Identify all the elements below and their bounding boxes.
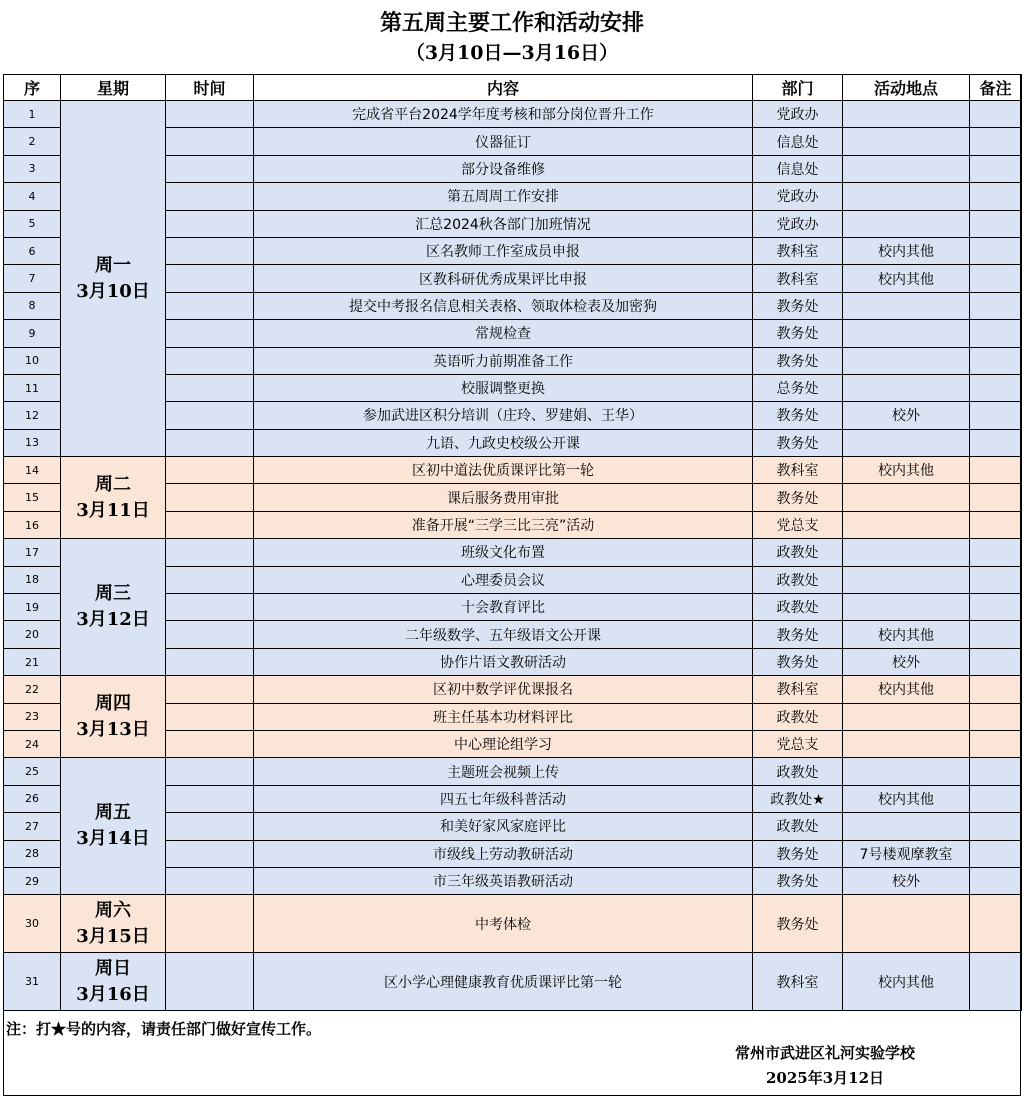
table-row <box>4 539 1022 566</box>
cell-place: 校外 <box>843 648 970 675</box>
cell-content: 汇总2024秋各部门加班情况 <box>254 210 753 237</box>
header-weekday: 星期 <box>61 75 166 101</box>
cell-remark <box>970 237 1022 264</box>
cell-content: 校服调整更换 <box>254 374 753 401</box>
cell-remark <box>970 566 1022 593</box>
header-seq: 序 <box>4 75 61 101</box>
cell-time <box>166 320 254 347</box>
header-remark: 备注 <box>970 75 1022 101</box>
cell-content: 区小学心理健康教育优质课评比第一轮 <box>254 953 753 1011</box>
cell-time <box>166 265 254 292</box>
schedule-body <box>4 101 1022 1011</box>
cell-seq: 20 <box>4 621 61 648</box>
header-time: 时间 <box>166 75 254 101</box>
cell-remark <box>970 758 1022 785</box>
cell-time <box>166 539 254 566</box>
school-name: 常州市武进区礼河实验学校 <box>734 1044 915 1062</box>
cell-time <box>166 703 254 730</box>
cell-content: 参加武进区积分培训（庄玲、罗建娟、王华） <box>254 402 753 429</box>
cell-content: 区教科研优秀成果评比申报 <box>254 265 753 292</box>
cell-seq: 26 <box>4 785 61 812</box>
cell-weekday <box>61 676 166 758</box>
weekday-date: 3月12日 <box>76 609 150 631</box>
cell-seq: 13 <box>4 429 61 456</box>
cell-remark <box>970 155 1022 182</box>
cell-seq: 10 <box>4 347 61 374</box>
cell-remark <box>970 128 1022 155</box>
cell-seq: 17 <box>4 539 61 566</box>
cell-remark <box>970 374 1022 401</box>
cell-remark <box>970 648 1022 675</box>
cell-place <box>843 730 970 757</box>
weekday-label: 周五 <box>95 802 131 824</box>
cell-dept: 教务处 <box>753 402 843 429</box>
cell-seq: 24 <box>4 730 61 757</box>
cell-dept: 政教处 <box>753 566 843 593</box>
cell-seq: 29 <box>4 867 61 894</box>
cell-seq: 8 <box>4 292 61 319</box>
footnote: 注：打★号的内容，请责任部门做好宣传工作。 <box>6 1020 322 1038</box>
cell-content: 十会教育评比 <box>254 594 753 621</box>
cell-weekday <box>61 101 166 457</box>
cell-place <box>843 813 970 840</box>
cell-seq: 9 <box>4 320 61 347</box>
cell-content: 四五七年级科普活动 <box>254 785 753 812</box>
cell-remark <box>970 703 1022 730</box>
cell-place <box>843 347 970 374</box>
weekday-label: 周六 <box>95 899 131 921</box>
issue-date: 2025年3月12日 <box>765 1069 885 1087</box>
cell-content: 协作片语文教研活动 <box>254 648 753 675</box>
cell-remark <box>970 402 1022 429</box>
cell-place <box>843 320 970 347</box>
cell-remark <box>970 895 1022 953</box>
cell-place: 校内其他 <box>843 676 970 703</box>
cell-place <box>843 758 970 785</box>
cell-content: 市三年级英语教研活动 <box>254 867 753 894</box>
cell-remark <box>970 484 1022 511</box>
cell-dept: 教务处 <box>753 840 843 867</box>
cell-dept: 教务处 <box>753 429 843 456</box>
cell-seq: 30 <box>4 895 61 953</box>
cell-remark <box>970 840 1022 867</box>
cell-remark <box>970 457 1022 484</box>
cell-place <box>843 539 970 566</box>
cell-time <box>166 155 254 182</box>
cell-content: 班级文化布置 <box>254 539 753 566</box>
cell-content: 英语听力前期准备工作 <box>254 347 753 374</box>
cell-dept: 教务处 <box>753 895 843 953</box>
cell-remark <box>970 730 1022 757</box>
weekday-label: 周四 <box>95 692 131 714</box>
cell-time <box>166 429 254 456</box>
cell-content: 中考体检 <box>254 895 753 953</box>
cell-place <box>843 155 970 182</box>
cell-content: 仪器征订 <box>254 128 753 155</box>
cell-remark <box>970 347 1022 374</box>
cell-place: 校内其他 <box>843 785 970 812</box>
cell-time <box>166 758 254 785</box>
header-content: 内容 <box>254 75 753 101</box>
cell-seq: 1 <box>4 101 61 128</box>
cell-dept: 教务处 <box>753 347 843 374</box>
cell-place: 校外 <box>843 867 970 894</box>
cell-time <box>166 402 254 429</box>
cell-place <box>843 101 970 128</box>
weekday-date: 3月16日 <box>76 983 150 1005</box>
cell-remark <box>970 292 1022 319</box>
cell-seq: 12 <box>4 402 61 429</box>
cell-dept: 党政办 <box>753 101 843 128</box>
weekday-label: 周三 <box>95 583 131 605</box>
cell-time <box>166 128 254 155</box>
cell-dept: 党政办 <box>753 183 843 210</box>
schedule-table <box>3 74 1022 1011</box>
cell-remark <box>970 511 1022 538</box>
cell-place <box>843 895 970 953</box>
cell-weekday <box>61 457 166 539</box>
cell-place <box>843 566 970 593</box>
table-row <box>4 676 1022 703</box>
cell-remark <box>970 183 1022 210</box>
cell-time <box>166 101 254 128</box>
cell-dept: 教科室 <box>753 953 843 1011</box>
cell-weekday <box>61 539 166 676</box>
cell-time <box>166 210 254 237</box>
cell-time <box>166 648 254 675</box>
cell-seq: 22 <box>4 676 61 703</box>
cell-remark <box>970 676 1022 703</box>
cell-place <box>843 703 970 730</box>
cell-content: 中心理论组学习 <box>254 730 753 757</box>
cell-remark <box>970 594 1022 621</box>
cell-seq: 6 <box>4 237 61 264</box>
cell-dept: 教科室 <box>753 676 843 703</box>
weekday-label: 周日 <box>95 957 131 979</box>
cell-dept: 教务处 <box>753 292 843 319</box>
cell-dept: 党总支 <box>753 730 843 757</box>
cell-seq: 15 <box>4 484 61 511</box>
cell-dept: 教科室 <box>753 457 843 484</box>
cell-place: 校外 <box>843 402 970 429</box>
cell-dept: 政教处 <box>753 703 843 730</box>
cell-place <box>843 429 970 456</box>
cell-time <box>166 676 254 703</box>
cell-dept: 党总支 <box>753 511 843 538</box>
cell-remark <box>970 429 1022 456</box>
weekday-date: 3月10日 <box>76 280 150 302</box>
cell-seq: 19 <box>4 594 61 621</box>
cell-time <box>166 953 254 1011</box>
cell-seq: 21 <box>4 648 61 675</box>
cell-time <box>166 594 254 621</box>
cell-remark <box>970 539 1022 566</box>
cell-place <box>843 183 970 210</box>
cell-seq: 4 <box>4 183 61 210</box>
table-row <box>4 101 1022 128</box>
cell-place: 校内其他 <box>843 457 970 484</box>
cell-remark <box>970 320 1022 347</box>
cell-time <box>166 511 254 538</box>
weekday-date: 3月13日 <box>76 718 150 740</box>
cell-time <box>166 292 254 319</box>
cell-dept: 教务处 <box>753 648 843 675</box>
cell-seq: 18 <box>4 566 61 593</box>
cell-dept: 党政办 <box>753 210 843 237</box>
cell-dept: 教务处 <box>753 621 843 648</box>
cell-time <box>166 867 254 894</box>
cell-content: 区名教师工作室成员申报 <box>254 237 753 264</box>
cell-seq: 16 <box>4 511 61 538</box>
cell-place: 校内其他 <box>843 237 970 264</box>
cell-dept: 教务处 <box>753 484 843 511</box>
cell-remark <box>970 813 1022 840</box>
cell-content: 心理委员会议 <box>254 566 753 593</box>
cell-content: 区初中道法优质课评比第一轮 <box>254 457 753 484</box>
cell-remark <box>970 953 1022 1011</box>
page-subtitle: （3月10日—3月16日） <box>405 42 619 64</box>
cell-weekday <box>61 953 166 1011</box>
cell-content: 九语、九政史校级公开课 <box>254 429 753 456</box>
cell-content: 常规检查 <box>254 320 753 347</box>
cell-content: 课后服务费用审批 <box>254 484 753 511</box>
cell-time <box>166 621 254 648</box>
cell-seq: 27 <box>4 813 61 840</box>
cell-remark <box>970 265 1022 292</box>
cell-dept: 政教处★ <box>753 785 843 812</box>
cell-place: 校内其他 <box>843 953 970 1011</box>
cell-content: 完成省平台2024学年度考核和部分岗位晋升工作 <box>254 101 753 128</box>
cell-place <box>843 374 970 401</box>
cell-time <box>166 457 254 484</box>
cell-dept: 教科室 <box>753 265 843 292</box>
cell-dept: 信息处 <box>753 155 843 182</box>
header-row <box>4 75 1022 101</box>
cell-dept: 政教处 <box>753 758 843 785</box>
cell-time <box>166 183 254 210</box>
cell-time <box>166 730 254 757</box>
cell-place <box>843 594 970 621</box>
cell-seq: 23 <box>4 703 61 730</box>
cell-seq: 5 <box>4 210 61 237</box>
cell-content: 部分设备维修 <box>254 155 753 182</box>
header-dept: 部门 <box>753 75 843 101</box>
cell-place <box>843 484 970 511</box>
cell-place <box>843 292 970 319</box>
cell-time <box>166 895 254 953</box>
table-row <box>4 953 1022 1011</box>
cell-dept: 政教处 <box>753 539 843 566</box>
cell-seq: 31 <box>4 953 61 1011</box>
cell-content: 班主任基本功材料评比 <box>254 703 753 730</box>
cell-seq: 28 <box>4 840 61 867</box>
cell-place: 校内其他 <box>843 621 970 648</box>
cell-time <box>166 840 254 867</box>
cell-place <box>843 210 970 237</box>
cell-weekday <box>61 758 166 895</box>
cell-seq: 11 <box>4 374 61 401</box>
cell-place: 7号楼观摩教室 <box>843 840 970 867</box>
cell-time <box>166 484 254 511</box>
cell-dept: 信息处 <box>753 128 843 155</box>
cell-remark <box>970 101 1022 128</box>
cell-seq: 14 <box>4 457 61 484</box>
cell-seq: 25 <box>4 758 61 785</box>
cell-time <box>166 566 254 593</box>
table-row <box>4 895 1022 953</box>
cell-content: 第五周周工作安排 <box>254 183 753 210</box>
weekday-date: 3月15日 <box>76 925 150 947</box>
table-row <box>4 457 1022 484</box>
header-place: 活动地点 <box>843 75 970 101</box>
cell-seq: 7 <box>4 265 61 292</box>
cell-seq: 2 <box>4 128 61 155</box>
cell-seq: 3 <box>4 155 61 182</box>
page-title: 第五周主要工作和活动安排 <box>379 10 644 36</box>
weekday-label: 周一 <box>95 254 131 276</box>
table-row <box>4 758 1022 785</box>
cell-place <box>843 511 970 538</box>
cell-remark <box>970 867 1022 894</box>
cell-time <box>166 813 254 840</box>
cell-content: 提交中考报名信息相关表格、领取体检表及加密狗 <box>254 292 753 319</box>
weekday-label: 周二 <box>95 473 131 495</box>
cell-content: 准备开展“三学三比三亮”活动 <box>254 511 753 538</box>
cell-time <box>166 374 254 401</box>
cell-weekday <box>61 895 166 953</box>
cell-time <box>166 347 254 374</box>
cell-content: 二年级数学、五年级语文公开课 <box>254 621 753 648</box>
cell-dept: 政教处 <box>753 813 843 840</box>
cell-place: 校内其他 <box>843 265 970 292</box>
cell-remark <box>970 621 1022 648</box>
cell-dept: 教务处 <box>753 320 843 347</box>
cell-place <box>843 128 970 155</box>
cell-dept: 教科室 <box>753 237 843 264</box>
cell-content: 区初中数学评优课报名 <box>254 676 753 703</box>
cell-time <box>166 785 254 812</box>
cell-dept: 政教处 <box>753 594 843 621</box>
weekday-date: 3月11日 <box>76 499 150 521</box>
cell-content: 和美好家风家庭评比 <box>254 813 753 840</box>
cell-content: 主题班会视频上传 <box>254 758 753 785</box>
cell-content: 市级线上劳动教研活动 <box>254 840 753 867</box>
cell-dept: 教务处 <box>753 867 843 894</box>
cell-time <box>166 237 254 264</box>
cell-remark <box>970 210 1022 237</box>
cell-remark <box>970 785 1022 812</box>
cell-dept: 总务处 <box>753 374 843 401</box>
weekday-date: 3月14日 <box>76 828 150 850</box>
